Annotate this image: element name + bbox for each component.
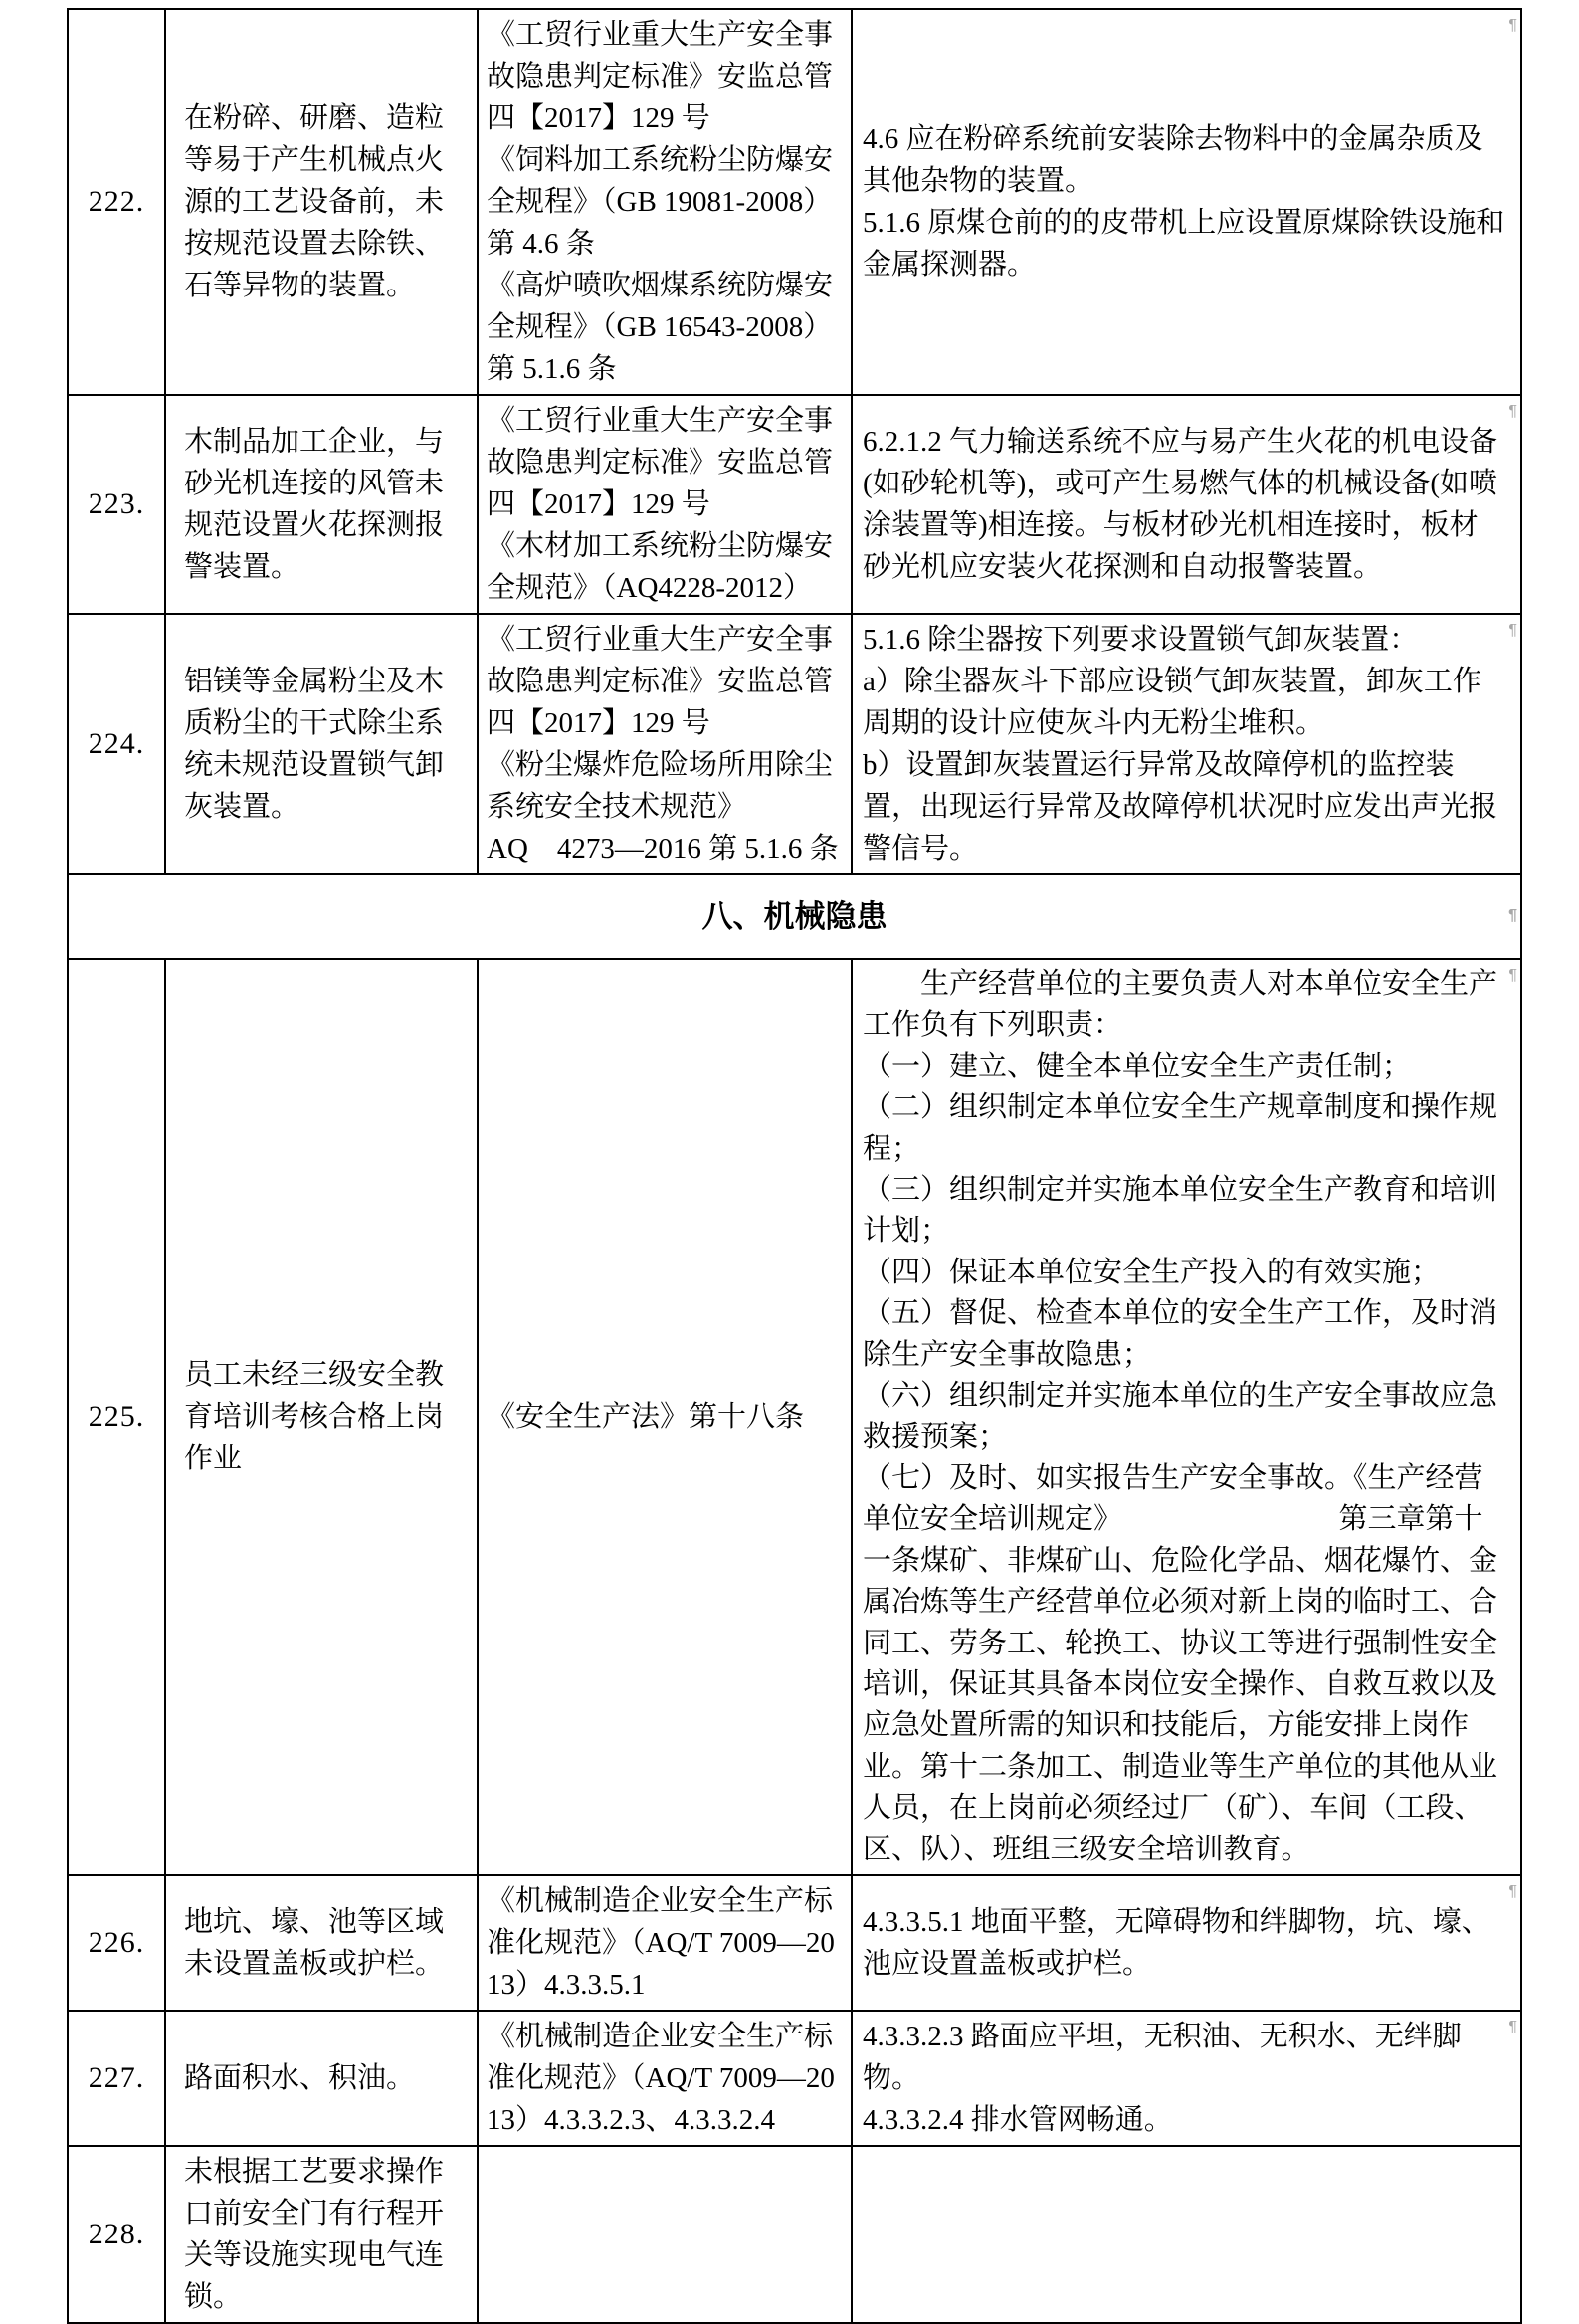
basis-paragraph: 《饲料加工系统粉尘防爆安全规程》（GB 19081-2008）第 4.6 条 — [487, 144, 834, 260]
requirement-paragraph: （二）组织制定本单位安全生产规章制度和操作规程； — [863, 1091, 1498, 1165]
basis-paragraph: AQ 4273—2016 第 5.1.6 条 — [487, 833, 839, 865]
requirement-paragraph: b）设置卸灰装置运行异常及故障停机的监控装置，出现运行异常及故障停机状况时应发出声光报警信号。 — [863, 749, 1498, 865]
requirement-cell — [852, 2146, 1521, 2323]
basis-paragraph: 《机械制造企业安全生产标准化规范》（AQ/T 7009—2013）4.3.3.2.3、4.3.3.2.4 — [487, 2020, 835, 2136]
row-number-cell: 227. — [68, 2011, 165, 2146]
basis-paragraph: 《机械制造企业安全生产标准化规范》（AQ/T 7009—2013）4.3.3.5.1 — [487, 1884, 835, 2001]
paragraph-mark-icon: ¶ — [1508, 1882, 1517, 1900]
legal-basis-cell — [478, 959, 852, 1875]
section-header — [68, 874, 1521, 959]
basis-paragraph: 《工贸行业重大生产安全事故隐患判定标准》安监总管四【2017】129 号 — [487, 624, 834, 739]
row-number-cell: 228. — [68, 2146, 165, 2323]
hazard-text: 地坑、壕、池等区域未设置盖板或护栏。 — [184, 1905, 445, 1980]
hazard-description-cell — [165, 1875, 478, 2011]
hazard-text: 木制品加工企业，与砂光机连接的风管未规范设置火花探测报警装置。 — [184, 426, 445, 583]
hazard-description-cell — [165, 2011, 478, 2146]
hazard-text: 员工未经三级安全教育培训考核合格上岗作业 — [184, 1359, 445, 1475]
requirement-paragraph: 5.1.6 除尘器按下列要求设置锁气卸灰装置： — [863, 624, 1419, 656]
hazard-description-cell — [165, 614, 478, 874]
hazard-description-cell — [165, 2146, 478, 2323]
paragraph-mark-icon: ¶ — [1508, 622, 1517, 639]
requirement-paragraph: （四）保证本单位安全生产投入的有效实施； — [863, 1256, 1441, 1288]
table-row-222 — [68, 9, 1521, 395]
paragraph-mark-icon: ¶ — [1508, 906, 1517, 924]
section-header-text: 八、机械隐患 — [701, 898, 888, 934]
requirement-paragraph: （六）组织制定并实施本单位的生产安全事故应急救援预案； — [863, 1380, 1498, 1453]
paragraph-mark-icon: ¶ — [1508, 2018, 1517, 2035]
hazard-description-cell — [165, 9, 478, 395]
table-row-223 — [68, 395, 1521, 614]
requirement-cell — [852, 395, 1521, 614]
requirement-paragraph: （三）组织制定并实施本单位安全生产教育和培训计划； — [863, 1174, 1498, 1248]
basis-paragraph: 《粉尘爆炸危险场所用除尘系统安全技术规范》 — [487, 749, 834, 823]
requirement-paragraph: 4.3.3.5.1 地面平整，无障碍物和绊脚物，坑、壕、池应设置盖板或护栏。 — [863, 1905, 1490, 1980]
requirement-paragraph: （七）及时、如实报告生产安全事故。《生产经营单位安全培训规定》 第三章第十一条煤矿、非煤矿山、危险化学品、烟花爆竹、金属冶炼等生产经营单位必须对新上岗的临时工、合同工、劳务工、轮换工、协议工等进行强制性安全培训，保证其具备本岗位安全操作、自救互救以及应急处置所需的知识和技能后，方能安排上岗作业。第十二条加工、制造业等生产单位的其他从业人员，在上岗前必须经过厂（矿）、车间（工段、区、队）、班组三级安全培训教育。 — [863, 1461, 1498, 1865]
hazard-text: 铝镁等金属粉尘及木质粉尘的干式除尘系统未规范设置锁气卸灰装置。 — [184, 666, 445, 823]
row-number-cell: 222. — [68, 9, 165, 395]
hazard-text: 未根据工艺要求操作口前安全门有行程开关等设施实现电气连锁。 — [184, 2155, 445, 2313]
requirement-cell — [852, 9, 1521, 395]
requirement-paragraph: （五）督促、检查本单位的安全生产工作，及时消除生产安全事故隐患； — [863, 1297, 1498, 1371]
requirement-paragraph: 生产经营单位的主要负责人对本单位安全生产工作负有下列职责： — [863, 968, 1498, 1042]
legal-basis-cell — [478, 9, 852, 395]
requirement-cell — [852, 614, 1521, 874]
legal-basis-cell — [478, 614, 852, 874]
basis-paragraph: 《工贸行业重大生产安全事故隐患判定标准》安监总管四【2017】129 号 — [487, 19, 834, 134]
row-number-cell: 223. — [68, 395, 165, 614]
paragraph-mark-icon: ¶ — [1508, 967, 1517, 984]
table-row-228 — [68, 2146, 1521, 2323]
row-number-cell: 226. — [68, 1875, 165, 2011]
table-row-226 — [68, 1875, 1521, 2011]
legal-basis-cell — [478, 395, 852, 614]
requirement-cell — [852, 2011, 1521, 2146]
legal-basis-cell — [478, 2146, 852, 2323]
legal-basis-cell — [478, 2011, 852, 2146]
basis-paragraph: 《工贸行业重大生产安全事故隐患判定标准》安监总管四【2017】129 号 — [487, 405, 834, 520]
requirement-paragraph: （一）建立、健全本单位安全生产责任制； — [863, 1050, 1412, 1082]
requirement-paragraph: 4.3.3.2.4 排水管网畅通。 — [863, 2103, 1173, 2136]
paragraph-mark-icon: ¶ — [1508, 17, 1517, 34]
basis-paragraph: 《高炉喷吹烟煤系统防爆安全规程》（GB 16543-2008）第 5.1.6 条 — [487, 270, 834, 385]
requirement-paragraph: 6.2.1.2 气力输送系统不应与易产生火花的机电设备(如砂轮机等)，或可产生易燃气体的机械设备(如喷涂装置等)相连接。与板材砂光机相连接时，板材砂光机应安装火花探测和自动报警装置。 — [863, 426, 1498, 583]
section-header-row — [68, 874, 1521, 959]
legal-basis-cell — [478, 1875, 852, 2011]
requirement-paragraph: a）除尘器灰斗下部应设锁气卸灰装置，卸灰工作周期的设计应使灰斗内无粉尘堆积。 — [863, 666, 1481, 739]
requirement-cell — [852, 1875, 1521, 2011]
row-number-cell: 225. — [68, 959, 165, 1875]
paragraph-mark-icon: ¶ — [1508, 403, 1517, 420]
table-row-227 — [68, 2011, 1521, 2146]
hazard-description-cell — [165, 395, 478, 614]
row-number-cell: 224. — [68, 614, 165, 874]
basis-paragraph: 《安全生产法》第十八条 — [487, 1401, 805, 1434]
hazard-description-cell — [165, 959, 478, 1875]
requirement-paragraph: 4.6 应在粉碎系统前安装除去物料中的金属杂质及其他杂物的装置。 — [863, 123, 1483, 197]
hazard-text: 在粉碎、研磨、造粒等易于产生机械点火源的工艺设备前，未按规范设置去除铁、石等异物的装置。 — [184, 102, 445, 301]
basis-paragraph: 《木材加工系统粉尘防爆安全规范》（AQ4228-2012） — [487, 530, 834, 604]
table-row-225 — [68, 959, 1521, 1875]
table-row-224 — [68, 614, 1521, 874]
hazard-table — [67, 8, 1522, 2324]
requirement-cell — [852, 959, 1521, 1875]
hazard-text: 路面积水、积油。 — [184, 2061, 416, 2094]
requirement-paragraph: 4.3.3.2.3 路面应平坦，无积油、无积水、无绊脚物。 — [863, 2020, 1462, 2094]
requirement-paragraph: 5.1.6 原煤仓前的的皮带机上应设置原煤除铁设施和金属探测器。 — [863, 207, 1505, 281]
